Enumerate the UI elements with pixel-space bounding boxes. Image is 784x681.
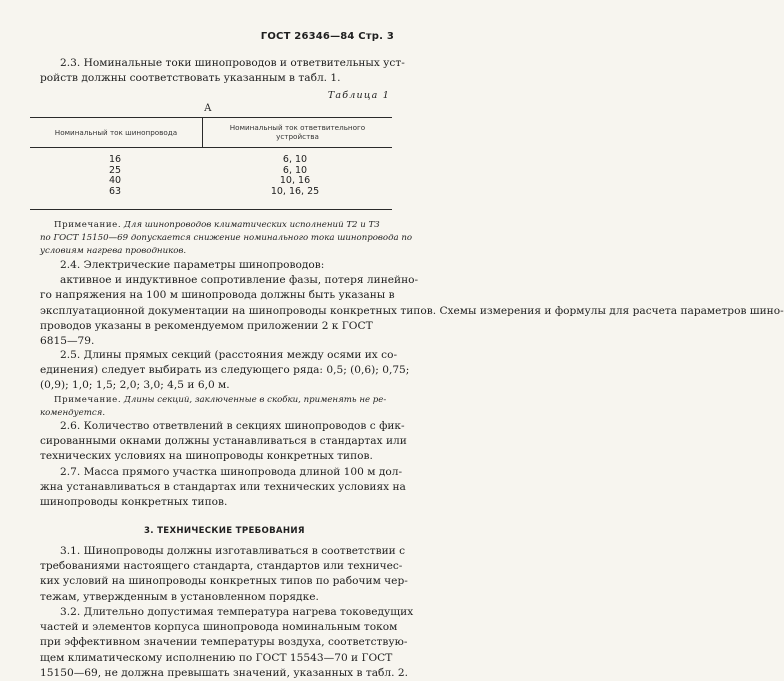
table-label: Таблица 1 — [327, 90, 390, 101]
paragraph-2-7: 2.7. Масса прямого участка шинопровода длиной 100 м дол- — [60, 466, 403, 478]
paragraph-2-5: 2.5. Длины прямых секций (расстояния между осями их со- единения) следует выбирать из следующего ряда: 0,5; (0,6); 0,75; (0,9); 1,0; 1,5; 2,0; 3,0; 4,5 и 6,0 м. — [40, 349, 410, 392]
table-header-branch-current: Номинальный ток ответвительного устройства — [229, 123, 366, 141]
table-cell: 6, 10 — [282, 154, 308, 165]
table-header-main-current: Номинальный ток шинопровода — [54, 128, 178, 137]
table-column-main-current — [100, 155, 130, 197]
table-column-branch-current — [250, 155, 340, 197]
table-cell: 16 — [108, 154, 122, 165]
table-cell: 25 — [108, 164, 122, 176]
note-label: Примечание. — [54, 395, 122, 405]
paragraph-2-3: 2.3. Номинальные токи шинопроводов и ответвительных уст- ройств должны соответствовать указанным в табл. 1. — [40, 57, 405, 85]
paragraph-2-4: 2.4. Электрические параметры шинопроводов: активное и индуктивное сопротивление фазы, потеря линейно- го напряжения на 100 м шинопровода должны быть указаны в эксплуатационной документации на шинопроводы конкретных типов. Схемы измерения и формулы для расчета параметров шино- проводов указаны в рекомендуемом приложении 2 к ГОСТ 6815—79. — [40, 259, 784, 347]
note-label: Примечание. — [54, 220, 122, 230]
paragraph-3-2: 3.2. Длительно допустимая температура нагрева токоведущих частей и элементов корпуса шинопровода номинальным током при эффективном значении температуры воздуха, соответствую- щем климатическому исполнению по ГОСТ 15543—70 и ГОСТ 15150—69, не должна превышать значений, указанных в табл. 2. — [40, 606, 414, 679]
table-cell: 10, 16 — [279, 175, 311, 186]
table-bottom-rule — [30, 209, 392, 210]
lengths-note: Примечание. Длины секций, заключенные в скобки, применять не ре- комендуется. — [40, 395, 387, 418]
table-cell: 10, 16, 25 — [270, 185, 320, 197]
table-group-label: А — [204, 103, 212, 114]
table-header-rule — [30, 147, 392, 148]
page-header: ГОСТ 26346—84 Стр. 3 — [260, 31, 394, 42]
table-cell: 40 — [108, 175, 122, 186]
section-title: 3. ТЕХНИЧЕСКИЕ ТРЕБОВАНИЯ — [144, 526, 305, 536]
table-note: Примечание. Для шинопроводов климатических исполнений Т2 и Т3 по ГОСТ 15150—69 допускается снижение номинального тока шинопровода по условиям нагрева проводников. — [40, 220, 413, 256]
table-1 — [30, 117, 392, 210]
table-top-rule — [30, 117, 392, 118]
paragraph-2-6: 2.6. Количество ответвлений в секциях шинопроводов с фик- сированными окнами должны устанавливаться в стандартах или технических условиях на шинопроводы конкретных типов. — [40, 420, 407, 463]
paragraph-2-7-cont: жна устанавливаться в стандартах или технических условиях на шинопроводы конкретных типов. — [40, 481, 406, 509]
table-cell: 6, 10 — [282, 164, 308, 176]
table-cell: 63 — [108, 185, 122, 197]
paragraph-3-1: 3.1. Шинопроводы должны изготавливаться в соответствии с требованиями настоящего стандарта, стандартов или техничес- ких условий на шинопроводы конкретных типов по рабочим чер- тежам, утвержденным в установленном порядке. — [40, 545, 408, 603]
